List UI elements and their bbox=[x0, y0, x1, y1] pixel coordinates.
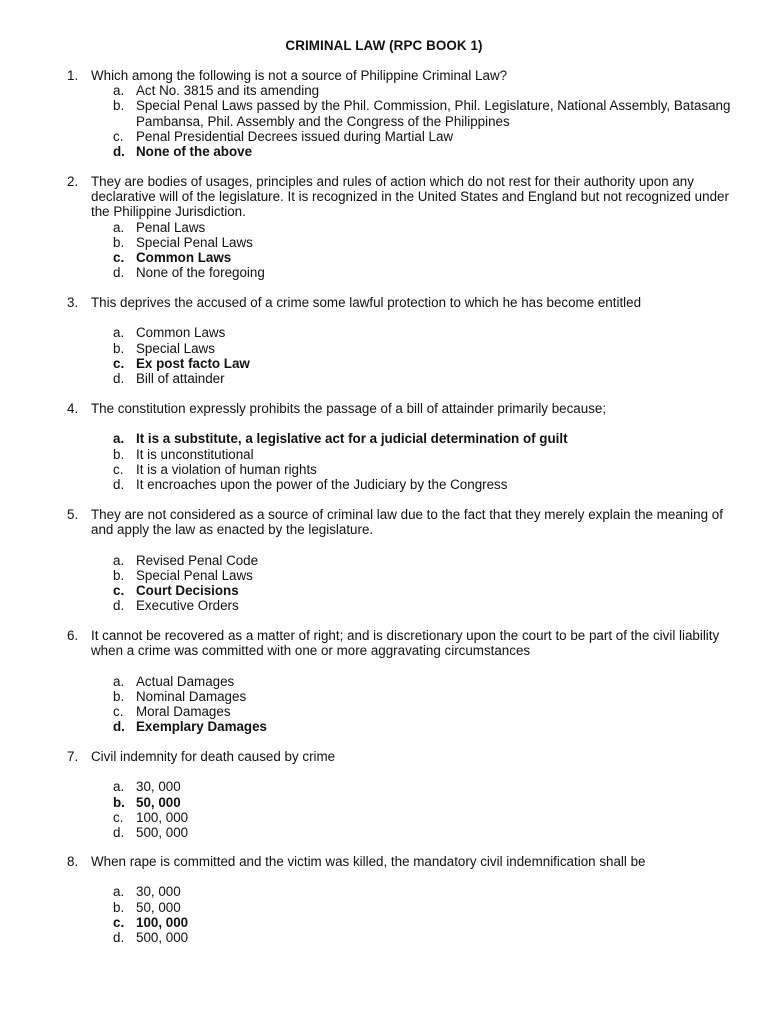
option-d-answer: d. None of the above bbox=[113, 144, 253, 160]
question-number: 8. bbox=[67, 854, 79, 869]
question-number: 2. bbox=[67, 174, 79, 189]
option-list bbox=[113, 553, 737, 614]
option-a-answer: a. It is a substitute, a legislative act for a judicial determination of guilt bbox=[113, 431, 568, 447]
option-list bbox=[113, 674, 737, 735]
option-d: d. 500, 000 bbox=[113, 930, 189, 945]
question-5 bbox=[67, 507, 737, 613]
option-b: b. Special Penal Laws passed by the Phil. Commission, Phil. Legislature, National Assembly, Batasang Pambansa, Phil. Assembly and the Congress of the Philippines bbox=[113, 98, 731, 129]
question-number: 7. bbox=[67, 749, 79, 764]
question-text: It cannot be recovered as a matter of right; and is discretionary upon the court to be part of the civil liability when a crime was committed with one or more aggravating circumstances bbox=[91, 628, 720, 659]
option-a: a. Act No. 3815 and its amending bbox=[113, 83, 320, 99]
option-b: b. Nominal Damages bbox=[113, 688, 247, 704]
option-a: a. Revised Penal Code bbox=[113, 552, 259, 568]
option-c: c. Moral Damages bbox=[113, 704, 231, 719]
question-3 bbox=[67, 295, 737, 386]
option-d: d. Bill of attainder bbox=[113, 371, 225, 386]
question-6 bbox=[67, 628, 737, 734]
option-d: d. 500, 000 bbox=[113, 825, 189, 840]
option-list bbox=[113, 884, 737, 945]
option-c-answer: c. 100, 000 bbox=[113, 914, 189, 930]
option-c-answer: c. Ex post facto Law bbox=[113, 355, 250, 371]
option-d-answer: d. Exemplary Damages bbox=[113, 719, 268, 735]
question-text: The constitution expressly prohibits the passage of a bill of attainder primarily because; bbox=[91, 401, 607, 416]
option-c-answer: c. Court Decisions bbox=[113, 583, 239, 598]
option-a: a. Actual Damages bbox=[113, 673, 235, 689]
option-b: b. Special Laws bbox=[113, 340, 215, 356]
question-7 bbox=[67, 749, 737, 840]
option-b: b. 50, 000 bbox=[113, 899, 181, 915]
question-text: Which among the following is not a source of Philippine Criminal Law? bbox=[91, 68, 508, 83]
question-text: They are bodies of usages, principles and rules of action which do not rest for their authority upon any declarative will of the legislature. It is recognized in the United States and England but not recognized under the Philippine Jurisdiction. bbox=[91, 174, 729, 220]
question-text: Civil indemnity for death caused by crime bbox=[91, 749, 336, 764]
option-c: c. It is a violation of human rights bbox=[113, 461, 317, 477]
option-list bbox=[113, 325, 737, 386]
option-list bbox=[113, 220, 737, 281]
question-number: 5. bbox=[67, 507, 79, 522]
option-a: a. Common Laws bbox=[113, 325, 226, 341]
option-a: a. 30, 000 bbox=[113, 884, 181, 900]
option-a: a. Penal Laws bbox=[113, 219, 206, 235]
option-a: a. 30, 000 bbox=[113, 779, 181, 795]
option-b: b. It is unconstitutional bbox=[113, 446, 254, 462]
question-1 bbox=[67, 68, 737, 159]
option-b-answer: b. 50, 000 bbox=[113, 794, 181, 810]
question-number: 4. bbox=[67, 401, 79, 416]
question-8 bbox=[67, 854, 737, 945]
question-2 bbox=[67, 174, 737, 280]
option-b: b. Special Penal Laws bbox=[113, 234, 253, 250]
option-c: c. Penal Presidential Decrees issued during Martial Law bbox=[113, 128, 454, 144]
question-text: They are not considered as a source of criminal law due to the fact that they merely explain the meaning of and apply the law as enacted by the legislature. bbox=[91, 507, 723, 538]
question-number: 6. bbox=[67, 628, 79, 643]
option-list bbox=[113, 779, 737, 840]
option-c-answer: c. Common Laws bbox=[113, 250, 232, 266]
option-d: d. None of the foregoing bbox=[113, 265, 265, 281]
question-4 bbox=[67, 401, 737, 492]
option-list bbox=[113, 431, 737, 492]
question-text: This deprives the accused of a crime some lawful protection to which he has become entitled bbox=[91, 295, 642, 310]
option-b: b. Special Penal Laws bbox=[113, 567, 253, 583]
option-d: d. It encroaches upon the power of the Judiciary by the Congress bbox=[113, 477, 508, 492]
page-title: CRIMINAL LAW (RPC BOOK 1) bbox=[285, 38, 483, 53]
question-text: When rape is committed and the victim was killed, the mandatory civil indemnification shall be bbox=[91, 854, 646, 869]
option-d: d. Executive Orders bbox=[113, 598, 239, 614]
question-number: 1. bbox=[67, 68, 79, 83]
question-number: 3. bbox=[67, 295, 79, 310]
option-c: c. 100, 000 bbox=[113, 809, 189, 825]
option-list bbox=[113, 83, 737, 159]
